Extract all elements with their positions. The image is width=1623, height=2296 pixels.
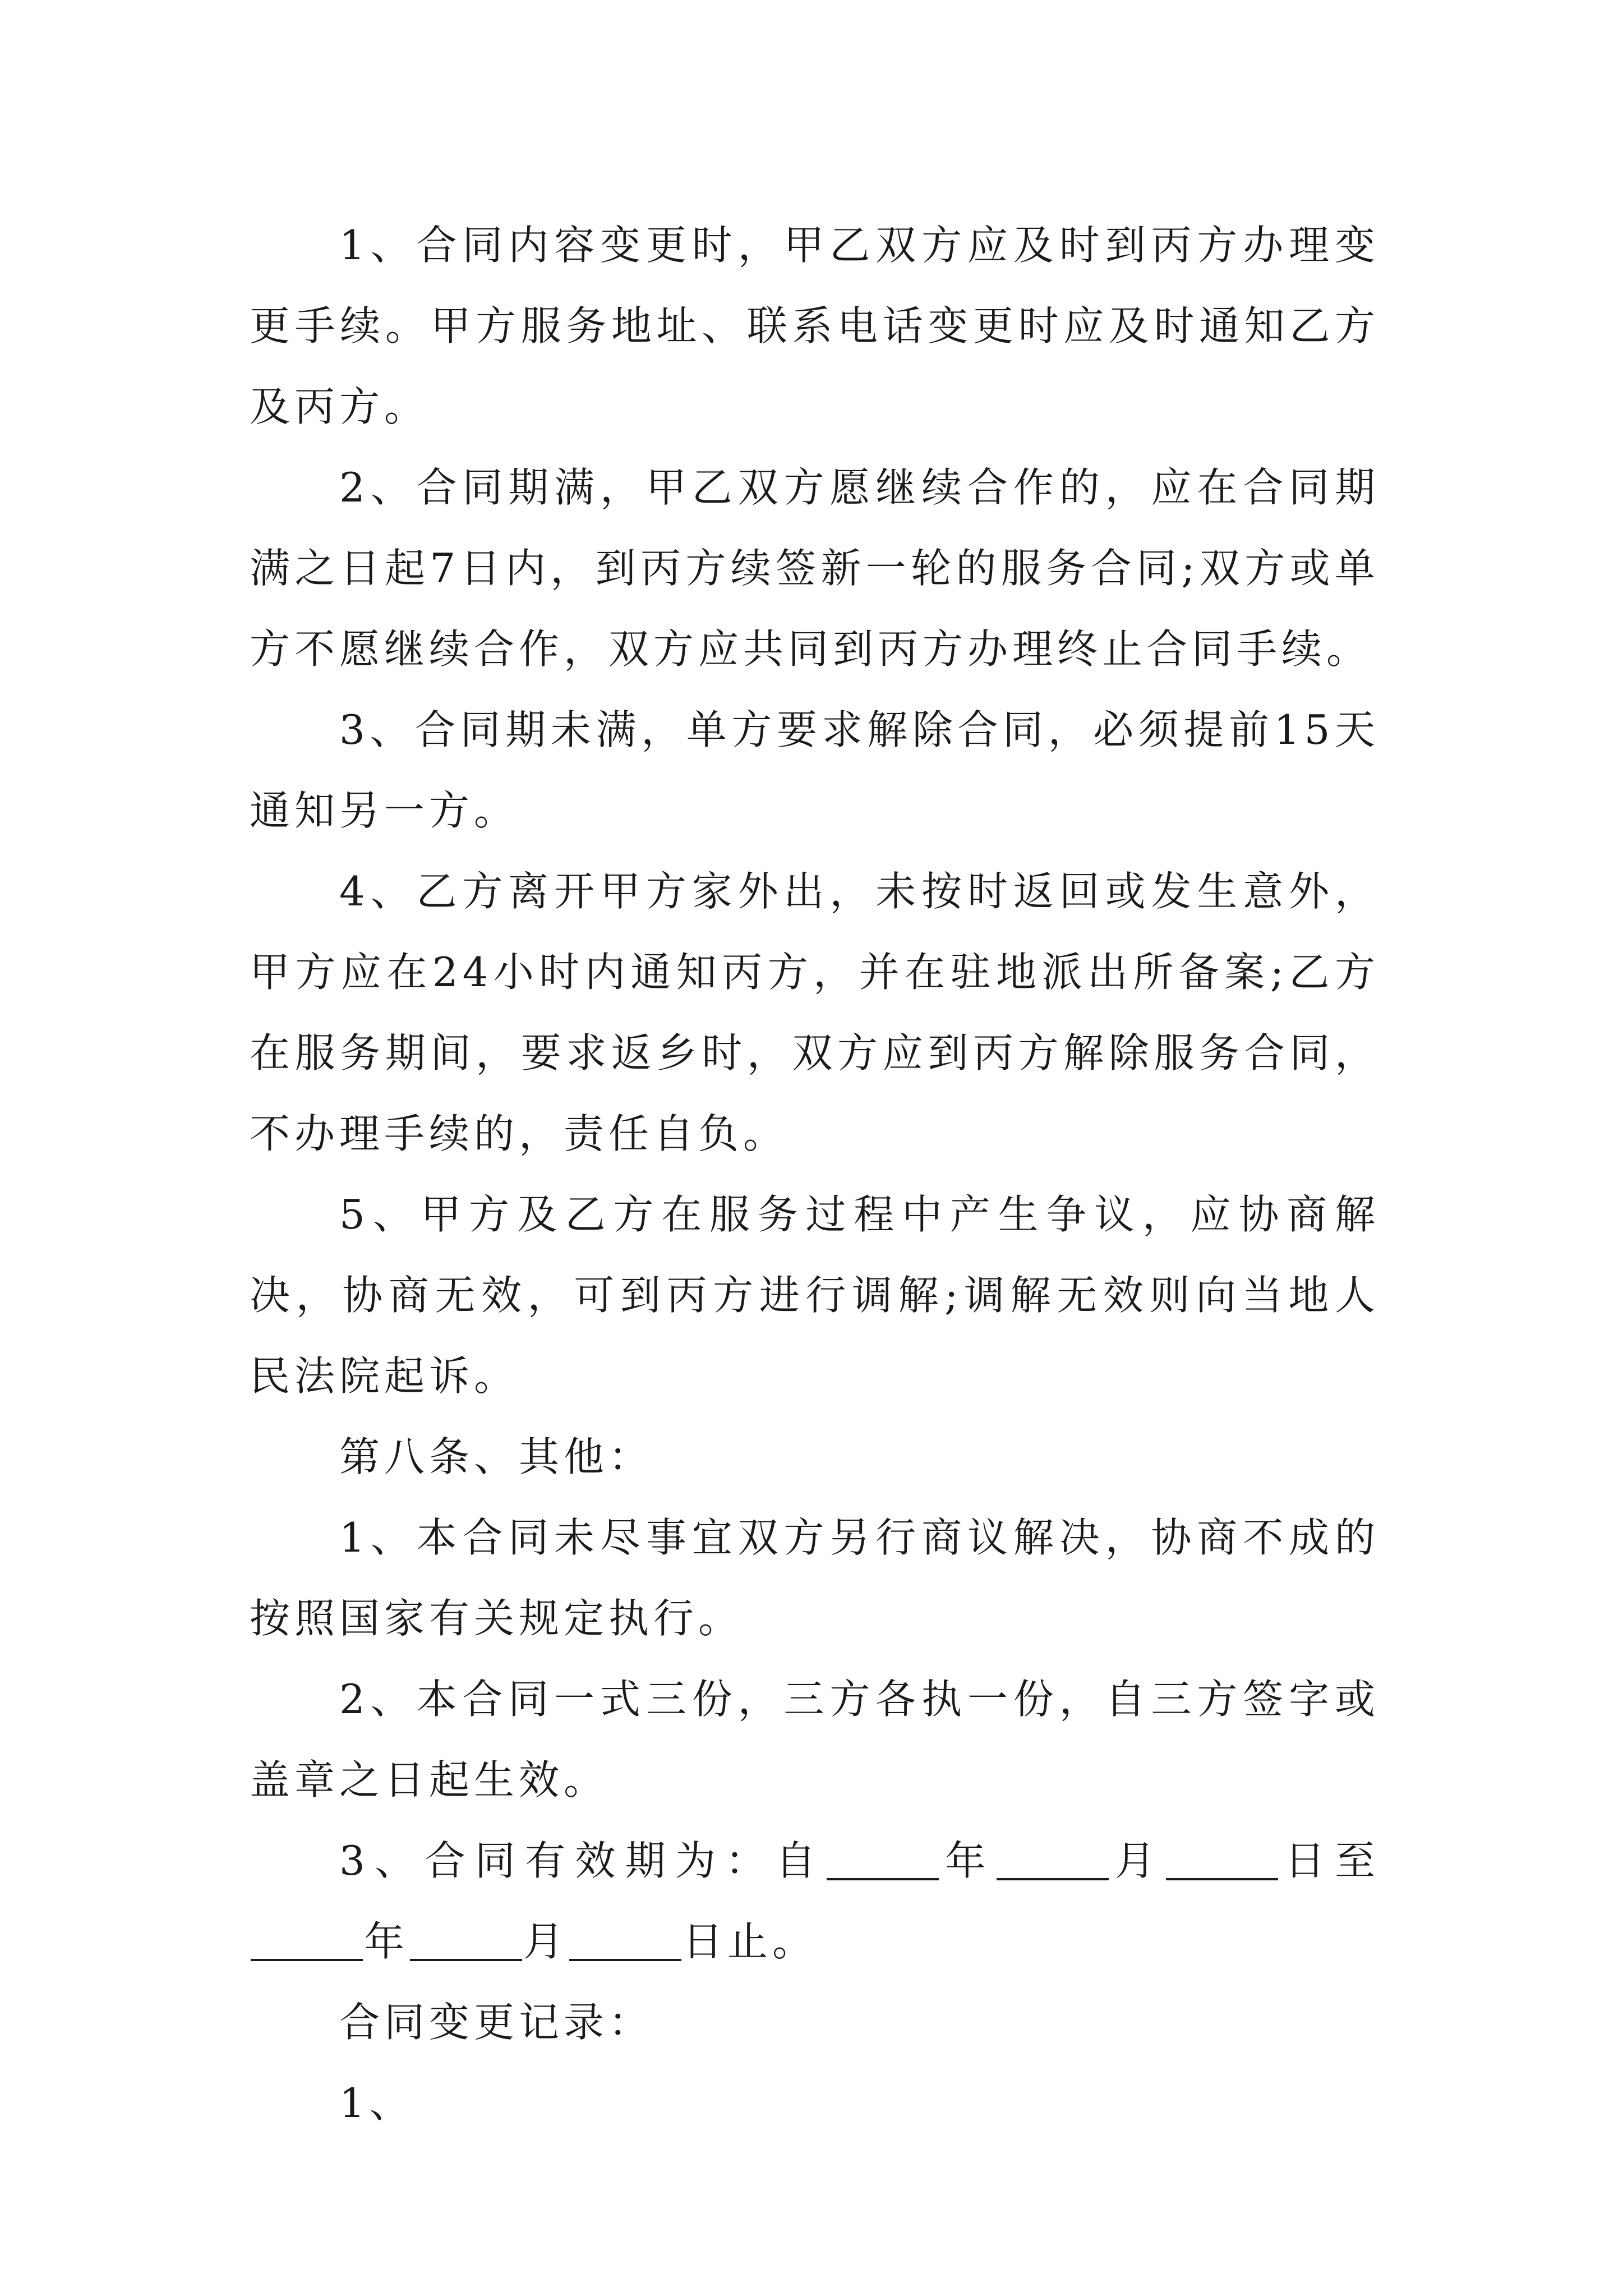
end-day-blank[interactable] xyxy=(569,1918,681,1961)
validity-clause xyxy=(250,1820,1380,1982)
clause-paragraph: 1、合同内容变更时，甲乙双方应及时到丙方办理变更手续。甲方服务地址、联系电话变更时应及时通知乙方及丙方。 xyxy=(250,222,1380,430)
article-heading: 第八条、其他： xyxy=(339,1433,654,1480)
day-to-label: 日至 xyxy=(1279,1837,1380,1884)
clause-paragraph: 4、乙方离开甲方家外出，未按时返回或发生意外，甲方应在24小时内通知丙方，并在驻地派出所备案;乙方在服务期间，要求返乡时，双方应到丙方解除服务合同，不办理手续的，责任自负。 xyxy=(250,868,1380,1157)
change-record-heading: 合同变更记录： xyxy=(339,1999,654,2046)
clause-paragraph: 1、本合同未尽事宜双方另行商议解决，协商不成的按照国家有关规定执行。 xyxy=(250,1514,1380,1642)
validity-prefix: 3、合同有效期为：自 xyxy=(339,1837,826,1884)
clause-paragraph: 3、合同期未满，单方要求解除合同，必须提前15天通知另一方。 xyxy=(250,706,1380,834)
end-month-label: 月 xyxy=(523,1918,569,1965)
clause-paragraph: 5、甲方及乙方在服务过程中产生争议，应协商解决，协商无效，可到丙方进行调解;调解无效则向当地人民法院起诉。 xyxy=(250,1191,1380,1400)
document-body xyxy=(250,205,1380,2143)
end-month-blank[interactable] xyxy=(410,1918,522,1961)
month-label: 月 xyxy=(1109,1837,1165,1884)
clause-paragraph: 2、合同期满，甲乙双方愿继续合作的，应在合同期满之日起7日内，到丙方续签新一轮的服务合同;双方或单方不愿继续合作，双方应共同到丙方办理终止合同手续。 xyxy=(250,464,1380,673)
end-year-blank[interactable] xyxy=(251,1918,363,1961)
day-blank[interactable] xyxy=(1166,1838,1278,1880)
year-blank[interactable] xyxy=(827,1838,939,1880)
clause-paragraph: 2、本合同一式三份，三方各执一份，自三方签字或盖章之日起生效。 xyxy=(250,1676,1380,1803)
month-blank[interactable] xyxy=(997,1838,1109,1880)
end-year-label: 年 xyxy=(364,1918,409,1965)
change-record-item: 1、 xyxy=(339,2079,414,2127)
end-day-label: 日止。 xyxy=(683,1918,818,1965)
year-label: 年 xyxy=(940,1837,995,1884)
